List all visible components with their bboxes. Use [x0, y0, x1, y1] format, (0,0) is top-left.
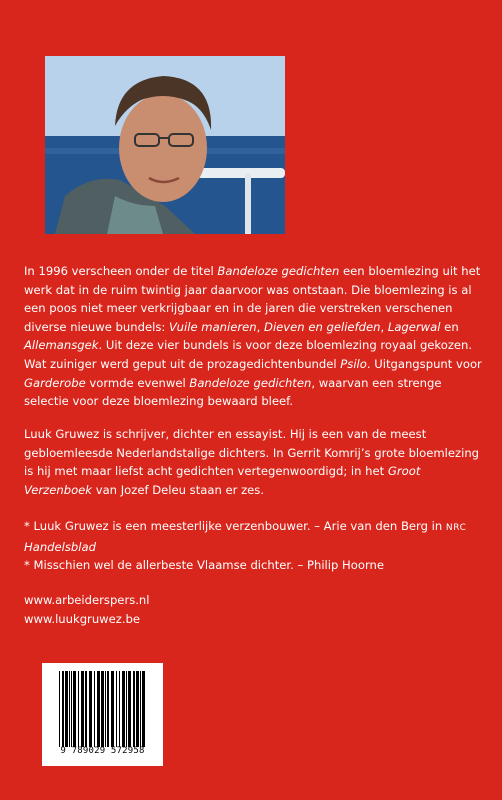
- barcode-bar: [65, 671, 68, 747]
- blurb-paragraph-2-text: [24, 425, 484, 499]
- text-run: en: [440, 319, 459, 334]
- blurb-paragraph-1-text: [24, 262, 484, 411]
- text-run: ,: [256, 319, 265, 334]
- italic-title: Dieven en geliefden: [264, 319, 381, 334]
- review-quotes: [24, 517, 484, 575]
- barcode-bar: [126, 671, 127, 747]
- text-run: * Misschien wel de allerbeste Vlaamse dichter. – Philip Hoorne: [24, 558, 384, 573]
- barcode-bar: [136, 671, 139, 747]
- barcode-bars: [58, 671, 148, 747]
- italic-title: Psilo: [340, 356, 367, 371]
- barcode-bar: [85, 671, 87, 747]
- barcode-bar: [111, 671, 114, 747]
- text-run: . Uitgangspunt voor: [366, 356, 482, 371]
- barcode-bar: [105, 671, 106, 747]
- barcode-bar: [122, 671, 125, 747]
- barcode-bar: [101, 671, 104, 747]
- italic-title: Allemansgek: [24, 338, 99, 353]
- barcode-bar: [73, 671, 76, 747]
- italic-title: Bandeloze gedichten: [189, 375, 312, 390]
- text-run: , waarvan een strenge selectie voor deze bloemlezing bewaard bleef.: [24, 375, 442, 409]
- barcode-bar: [133, 671, 135, 747]
- italic-title: Bandeloze gedichten: [217, 264, 340, 278]
- blurb-paragraph-2: [24, 425, 484, 499]
- barcode-bar: [116, 671, 117, 747]
- text-run: vormde evenwel: [85, 375, 190, 390]
- barcode-bar: [62, 671, 64, 747]
- isbn-barcode: [42, 663, 163, 766]
- text-run: ,: [380, 319, 388, 334]
- isbn-number: 9 789029 572958: [60, 746, 145, 756]
- italic-title: Vuile manieren: [168, 319, 257, 334]
- italic-title: Groot Verzenboek: [24, 464, 421, 497]
- barcode-bar: [59, 671, 60, 747]
- text-run: van Jozef Deleu staan er zes.: [92, 482, 265, 497]
- author-photo: [45, 56, 285, 234]
- blurb-paragraph-1: [24, 262, 484, 411]
- author-website-link[interactable]: www.luukgruwez.be: [24, 611, 141, 626]
- barcode-bar: [119, 671, 120, 747]
- italic-title: Handelsblad: [24, 539, 96, 554]
- text-run: . Uit deze vier bundels is voor deze bloemlezing royaal gekozen. Wat zuiniger werd geput uit de prozagedichtenbundel: [24, 338, 473, 371]
- barcode-bar: [81, 671, 84, 747]
- review-quote: [24, 517, 484, 556]
- barcode-bar: [89, 671, 92, 747]
- italic-title: Garderobe: [24, 375, 86, 390]
- barcode-bar: [71, 671, 72, 747]
- text-run: * Luuk Gruwez is een meesterlijke verzenbouwer. – Arie van den Berg in: [24, 519, 446, 533]
- review-quote: [24, 556, 484, 575]
- text-run: In 1996 verscheen onder de titel: [24, 264, 218, 278]
- barcode-bar: [107, 671, 109, 747]
- italic-title: Lagerwal: [387, 319, 441, 334]
- publisher-website-link[interactable]: www.arbeiderspers.nl: [24, 593, 150, 607]
- small-caps-text: NRC: [445, 523, 467, 533]
- barcode-bar: [94, 671, 95, 747]
- barcode-bar: [97, 671, 100, 747]
- text-run: een bloemlezing uit het werk dat in de ruim twintig jaar daarvoor was ontstaan. Die bloemlezing is al een poos niet meer verkrijgbaar en in de jaren die verstreken verschenen diverse nieuwe bundels:: [24, 264, 481, 334]
- barcode-bar: [69, 671, 70, 747]
- barcode-bar: [142, 671, 145, 747]
- barcode-bar: [140, 671, 141, 747]
- text-run: Luuk Gruwez is schrijver, dichter en essayist. Hij is een van de meest gebloemleesde Nederlandstalige dichters. In Gerrit Komrij’s grote bloemlezing is hij met maar liefst acht gedichten vertegenwoordigd; in het: [24, 427, 480, 479]
- barcode-bar: [78, 671, 79, 747]
- website-links: [24, 591, 484, 628]
- barcode-bar: [128, 671, 131, 747]
